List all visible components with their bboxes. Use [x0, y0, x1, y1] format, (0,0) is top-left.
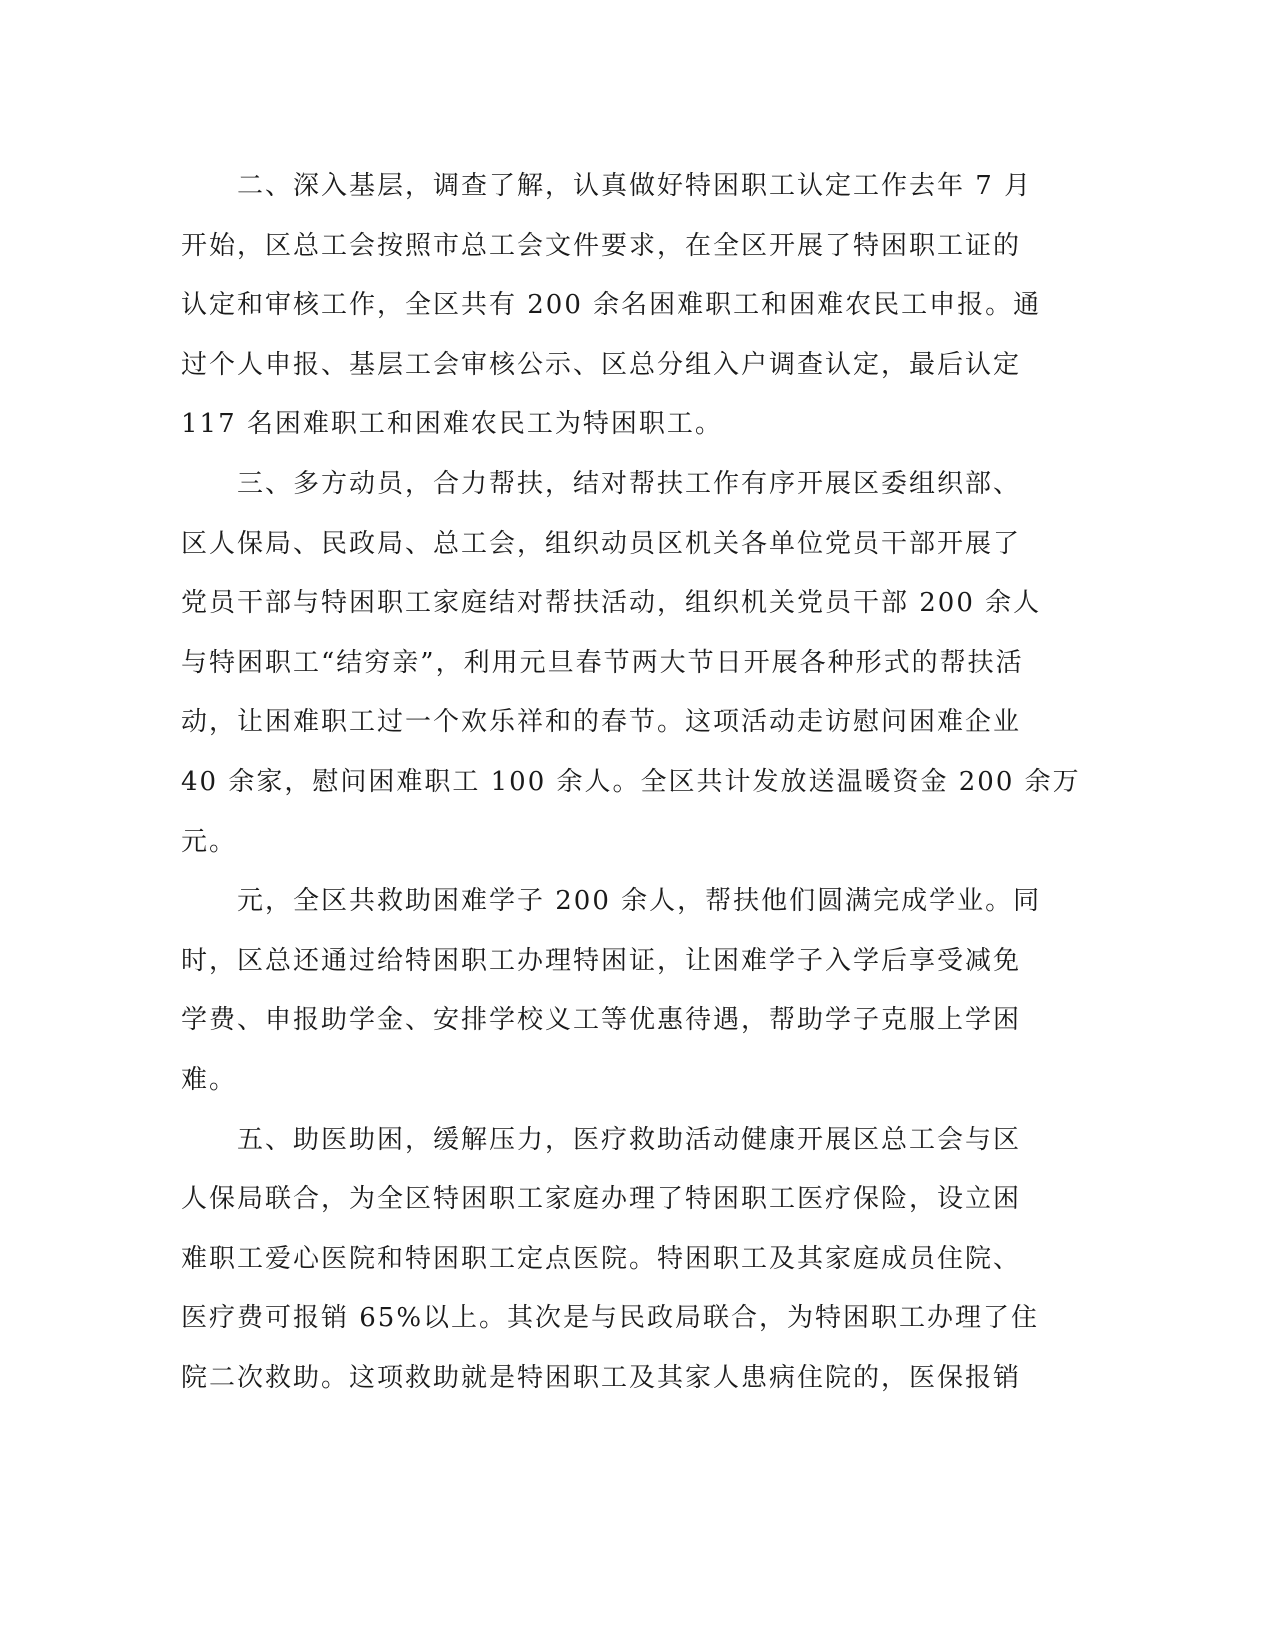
- text-line: 二、深入基层，调查了解，认真做好特困职工认定工作去年 7 月: [237, 171, 1033, 201]
- text-line: 40 余家，慰问困难职工 100 余人。全区共计发放送温暖资金 200 余万: [181, 766, 1081, 797]
- text-line: 动，让困难职工过一个欢乐祥和的春节。这项活动走访慰问困难企业: [181, 707, 1022, 738]
- text-line: 开始，区总工会按照市总工会文件要求，在全区开展了特困职工证的: [181, 230, 1022, 261]
- text-line: 难职工爱心医院和特困职工定点医院。特困职工及其家庭成员住院、: [181, 1243, 1022, 1274]
- paragraph-1: [181, 157, 1042, 455]
- text-line: 元，全区共救助困难学子 200 余人，帮扶他们圆满完成学业。同: [237, 886, 1042, 917]
- text-line: 院二次救助。这项救助就是特困职工及其家人患病住院的，医保报销: [181, 1362, 1022, 1393]
- document-body: [181, 157, 1081, 1408]
- text-line: 时，区总还通过给特困职工办理特困证，让困难学子入学后享受减免: [181, 945, 1022, 976]
- text-line: 人保局联合，为全区特困职工家庭办理了特困职工医疗保险，设立困: [181, 1184, 1022, 1215]
- text-line: 认定和审核工作，全区共有 200 余名困难职工和困难农民工申报。通: [181, 290, 1042, 321]
- text-line: 与特困职工“结穷亲”，利用元旦春节两大节日开展各种形式的帮扶活: [181, 647, 1024, 678]
- text-line: 117 名困难职工和困难农民工为特困职工。: [181, 409, 723, 440]
- text-line: 医疗费可报销 65%以上。其次是与民政局联合，为特困职工办理了住: [181, 1303, 1040, 1334]
- paragraph-2: [181, 455, 1081, 872]
- text-line: 学费、申报助学金、安排学校义工等优惠待遇，帮助学子克服上学困: [181, 1005, 1022, 1036]
- text-line: 五、助医助困，缓解压力，医疗救助活动健康开展区总工会与区: [237, 1124, 1022, 1155]
- paragraph-3: [181, 872, 1042, 1110]
- paragraph-4: [181, 1111, 1040, 1409]
- text-line: 党员干部与特困职工家庭结对帮扶活动，组织机关党员干部 200 余人: [181, 588, 1042, 619]
- text-line: 过个人申报、基层工会审核公示、区总分组入户调查认定，最后认定: [181, 349, 1022, 380]
- text-line: 元。: [181, 826, 238, 857]
- text-line: 三、多方动员，合力帮扶，结对帮扶工作有序开展区委组织部、: [237, 468, 1022, 499]
- text-line: 难。: [181, 1064, 238, 1095]
- text-line: 区人保局、民政局、总工会，组织动员区机关各单位党员干部开展了: [181, 528, 1022, 559]
